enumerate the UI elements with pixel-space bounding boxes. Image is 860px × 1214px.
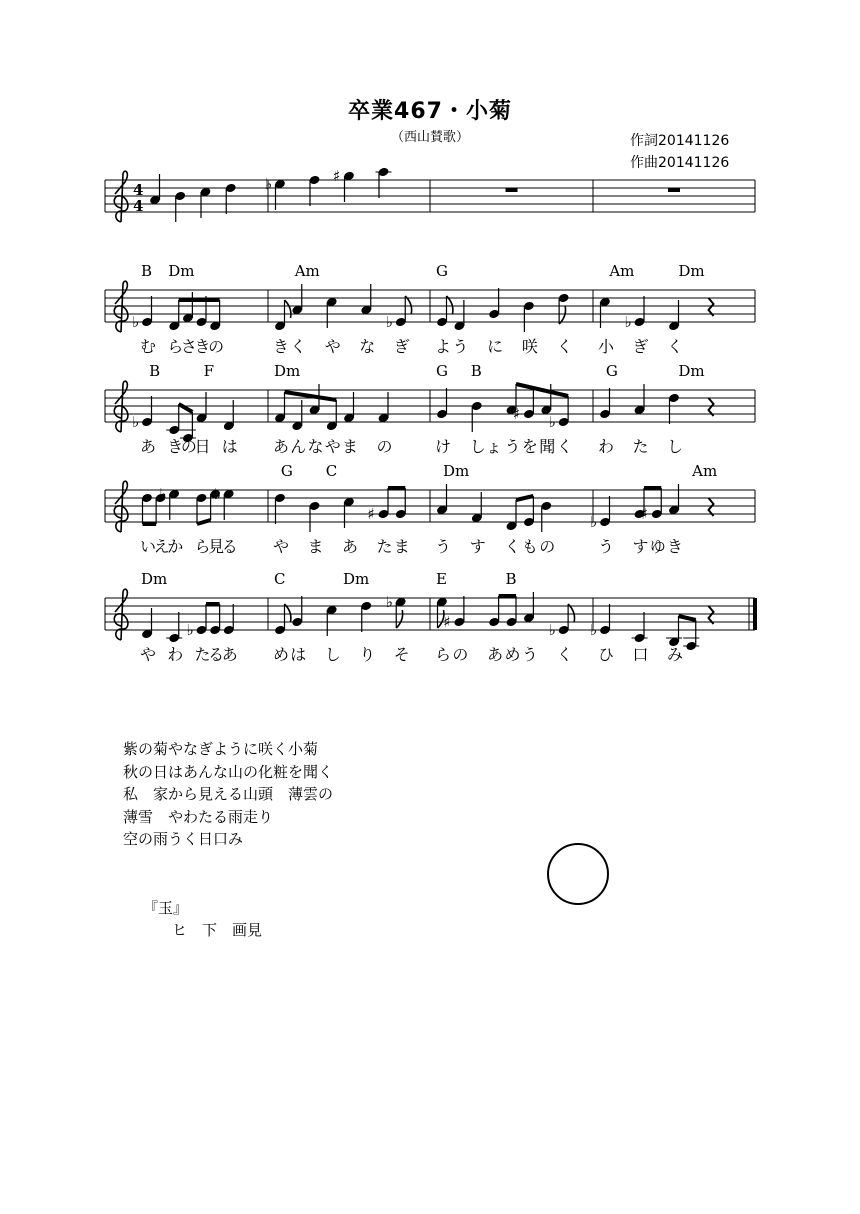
lyric-syllable: え [153,537,170,556]
lyric-syllable: い [140,537,157,556]
lyric-syllable: あ [140,437,157,456]
lyric-syllable: る [221,537,238,556]
lyric-syllable: ん [290,437,307,456]
lyric-syllable: し [667,437,684,456]
lyric-syllable: く [556,437,573,456]
lyric-syllable: を [521,437,538,456]
flat-icon: ♭ [624,313,632,331]
chord-symbol: Am [692,462,718,480]
lyric-syllable: む [140,337,157,356]
verse-lyrics [123,738,333,851]
lyric-syllable: 咲 [521,337,538,356]
page-title: 卒業467・小菊 [348,99,512,124]
note-beam [679,616,696,620]
signature-title: 『玉』 [143,899,189,917]
lyric-syllable: 聞 [539,437,556,456]
note-beam [179,404,193,412]
lyric-syllable: あ [221,645,238,664]
lyric-syllable: ま [342,437,359,456]
quarter-rest [709,498,714,516]
lyric-syllable: 口 [632,645,649,664]
lyric-syllable: の [180,437,197,456]
verse-line: 薄雪 やわたる雨走り [123,807,274,826]
sharp-icon: ♯ [512,405,521,423]
treble-clef-icon [114,589,128,640]
chord-symbol: E [436,570,447,588]
lyric-syllable: ら [194,537,211,556]
lyric-syllable: ひ [598,645,615,664]
lyric-syllable: り [359,645,376,664]
chord-symbol: Dm [141,570,168,588]
lyric-syllable: よ [435,337,452,356]
verse-line: 紫の菊やなぎように咲く小菊 [123,740,319,758]
flat-icon: ♭ [132,413,140,431]
sharp-icon: ♯ [443,613,451,631]
lyric-syllable: や [324,337,341,356]
lyric-syllable: ぎ [393,337,410,356]
lyric-syllable: は [290,645,307,664]
flat-icon: ♭ [548,621,556,639]
flat-icon: ♭ [159,485,167,503]
lyric-syllable: う [598,537,615,556]
whole-rest [506,188,518,192]
lyric-syllable: す [632,537,649,556]
lyric-syllable: か [167,537,184,556]
lyric-syllable: ぎ [632,337,649,356]
quarter-rest [709,398,714,416]
lyric-syllable: き [194,337,211,356]
chord-symbol: Am [294,262,320,280]
lyric-syllable: わ [167,645,184,664]
lyric-syllable: た [632,437,649,456]
lyric-syllable: た [376,537,393,556]
chord-symbol: G [280,462,293,480]
lyric-syllable: な [359,337,376,356]
flat-icon: ♭ [385,313,393,331]
chord-symbol: Am [609,262,635,280]
note-beam [285,392,337,400]
lyric-syllable: あ [487,645,504,664]
composer-credit: 作曲20141126 [630,155,730,171]
sharp-icon: ♯ [333,167,341,185]
lyric-syllable: す [469,537,486,556]
flat-icon: ♭ [590,621,598,639]
lyric-syllable: や [324,437,341,456]
lyric-syllable: ゆ [649,537,666,556]
chord-symbol: G [436,262,448,280]
lyric-syllable: わ [598,437,615,456]
lyric-syllable: あ [342,537,359,556]
lyric-syllable: 見 [208,537,225,556]
flat-icon: ♭ [590,513,598,531]
time-signature-top: 4 [133,181,144,199]
treble-clef-icon [114,381,128,432]
subtitle: （西山賛歌） [390,130,469,145]
lyric-syllable: の [539,537,556,556]
note-flag [568,604,574,622]
note-flag [405,296,411,314]
lyric-syllable: く [504,537,521,556]
quarter-rest [709,298,714,316]
lyric-syllable: み [667,645,684,664]
chord-symbol: Dm [678,362,705,380]
note-flag [285,300,291,318]
lyric-syllable: さ [180,337,197,356]
lyric-syllable: め [504,645,521,664]
note-flag [396,610,402,628]
whole-rest [668,188,680,192]
treble-clef-icon [114,281,128,332]
lyric-syllable: や [140,645,157,664]
treble-clef-icon [114,481,128,532]
lyric-syllable: た [194,645,211,664]
flat-icon: ♭ [213,485,221,503]
lyric-syllable: に [487,337,504,356]
chord-symbol: Dm [274,362,301,380]
note-beam [197,520,211,524]
verse-line: 秋の日はあんな山の化粧を聞く [123,762,334,781]
lyric-syllable: く [556,645,573,664]
chord-symbol: Dm [678,262,705,280]
lyric-syllable: は [221,437,238,456]
verse-line: 空の雨うく日口み [123,830,244,848]
chord-symbol: B [505,570,517,588]
lyric-syllable: ら [167,337,184,356]
chord-symbol: B [470,362,482,380]
chord-symbol: G [436,362,448,380]
flat-icon: ♭ [132,313,140,331]
lyric-syllable: う [521,645,538,664]
quarter-rest [709,606,714,624]
lyric-syllable: く [290,337,307,356]
chord-symbol: G [605,362,618,380]
lyric-syllable: や [273,537,290,556]
chord-symbol: B [141,262,153,280]
lyric-syllable: し [324,645,341,664]
sharp-icon: ♯ [367,505,375,523]
lyric-syllable: 日 [194,437,211,456]
note-flag [285,604,291,622]
note-flag [559,306,565,324]
lyric-syllable: ら [435,645,452,664]
flat-icon: ♭ [265,175,273,193]
lyric-syllable: の [376,437,393,456]
lyric-syllable: る [208,645,225,664]
lyric-syllable: しょ [469,437,502,456]
chord-symbol: B [149,362,161,380]
lyric-syllable: そ [393,645,410,664]
lyric-syllable: も [521,537,538,556]
lyric-syllable: く [667,337,684,356]
chord-symbol: Dm [343,570,370,588]
lyric-syllable: き [667,537,684,556]
lyric-syllable: ま [307,537,324,556]
verse-line: 私 家から見える山頭 薄雲の [123,785,334,803]
treble-clef-icon [114,171,128,222]
lyric-syllable: め [273,645,290,664]
note-beam [516,496,533,500]
sharp-icon: ♯ [640,505,649,523]
lyricist-credit: 作詞20141126 [630,133,730,149]
lyric-syllable: な [307,437,324,456]
time-signature-bottom: 4 [133,197,144,215]
lyric-syllable: ま [393,537,410,556]
lyric-syllable: け [435,437,452,456]
lyric-syllable: う [435,537,452,556]
flat-icon: ♭ [186,621,194,639]
chord-symbol: Dm [168,262,195,280]
lyric-syllable: 小 [598,337,615,356]
flat-icon: ♭ [548,413,556,431]
chord-symbol: Dm [442,462,470,480]
lyric-syllable: き [167,437,184,456]
lyric-syllable: く [556,337,573,356]
chord-symbol: F [203,362,215,380]
lyric-syllable: き [273,337,290,356]
chord-symbol: C [274,570,286,588]
lyric-syllable: の [208,337,225,356]
lyric-syllable: う [504,437,521,456]
signature-author: ヒ 下 画見 [172,921,263,939]
note-flag [447,296,453,314]
lyric-syllable: あ [273,437,290,456]
flat-icon: ♭ [385,593,393,611]
chord-symbol: C [325,462,338,480]
lyric-syllable: の [452,645,469,664]
lyric-syllable: う [452,337,469,356]
seal-circle [547,843,609,905]
